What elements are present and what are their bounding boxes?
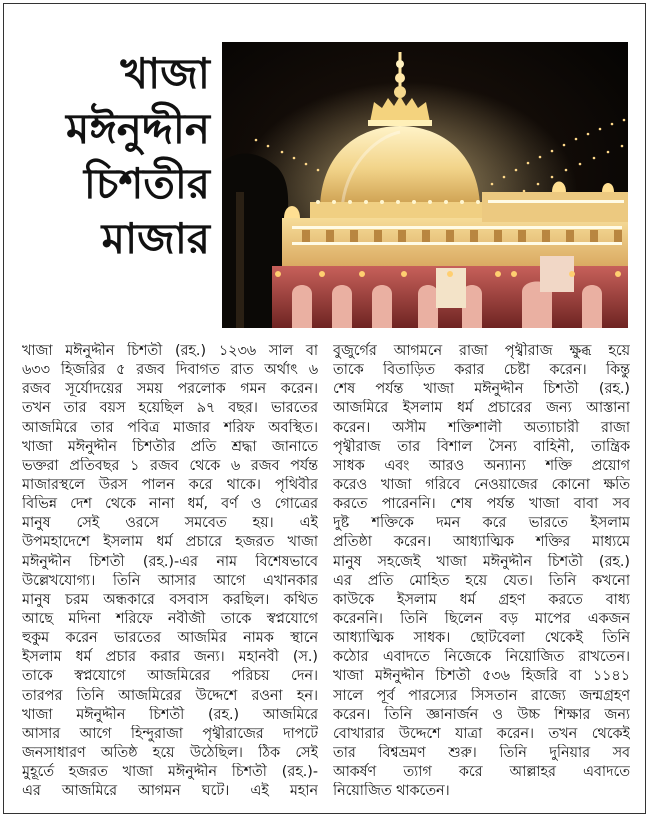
article-column-left	[22, 342, 318, 801]
text-line: নিয়োজিত থাকতেন।	[333, 783, 450, 800]
text-line: তাকে বিতাড়িত করার চেষ্টা করেন। কিন্তু	[333, 362, 630, 379]
text-line: করেন। তিনি জ্ঞানার্জন ও উচ্চ শিক্ষার জন্য	[333, 706, 630, 723]
text-line: আজমিরে ইসলাম ধর্ম প্রচারের জন্য আস্তানা	[333, 400, 630, 417]
title-line: মঈনুদ্দীন	[66, 104, 210, 153]
text-line: ভক্তরা প্রতিবছর ১ রজব থেকে ৬ রজব পর্যন্ত	[22, 457, 318, 474]
text-line: তখন তার বয়স হয়েছিল ৯৭ বছর। ভারতের	[22, 400, 318, 417]
text-line: এর প্রতি মোহিত হয়ে যেত। তিনি কখনো	[333, 572, 630, 589]
text-line: বোখারার উদ্দেশে যাত্রা করেন। তখন থেকেই	[333, 725, 630, 742]
text-line: করেন। অসীম শক্তিশালী অত্যাচারী রাজা	[333, 419, 630, 436]
text-line: ইসলাম ধর্ম প্রচার করার জন্য। মহানবী (স.)	[22, 649, 318, 666]
text-line: মাজারস্থলে উরস পালন করে থাকে। পৃথিবীর	[22, 476, 318, 493]
title-line: চিশতীর	[83, 159, 210, 208]
text-line: মানুষ চরম অন্ধকারে বসবাস করছিল। কথিত	[22, 591, 318, 608]
text-line: রজব সূর্যোদয়ের সময় পরলোক গমন করেন।	[22, 381, 318, 398]
text-line: ৬৩৩ হিজরির ৫ রজব দিবাগত রাত অর্থাৎ ৬	[22, 362, 318, 379]
text-line: করেননি। তিনি ছিলেন বড় মাপের একজন	[333, 610, 630, 627]
text-line: বুজুর্গের আগমনে রাজা পৃথ্বীরাজ ক্ষুব্ধ হয়ে	[333, 343, 630, 359]
text-line: তাকে স্বপ্নযোগে আজমিরের পরিচয় দেন।	[22, 668, 318, 685]
text-line: হুকুম করেন ভারতের আজমির নামক স্থানে	[22, 630, 318, 647]
text-line: আকর্ষণ ত্যাগ করে আল্লাহর এবাদতে	[333, 764, 630, 781]
text-line: সালে পূর্ব পারস্যের সিসতান রাজ্যে জন্মগ্রহণ	[333, 687, 630, 704]
text-line: উপমহাদেশে ইসলাম ধর্ম প্রচারে হজরত খাজা	[22, 534, 318, 551]
text-line: শেষ পর্যন্ত খাজা মঈনুদ্দীন চিশতী (রহ.)	[333, 381, 630, 398]
text-line: খাজা মঈনুদ্দীন চিশতী (রহ.) ১২৩৬ সাল বা	[22, 343, 318, 359]
text-line: এর আজমিরে আগমন ঘটে। এই মহান	[22, 783, 318, 800]
text-line: আধ্যাত্মিক সাধক। ছোটবেলা থেকেই তিনি	[333, 630, 630, 647]
text-line: মঈনুদ্দীন চিশতী (রহ.)-এর নাম বিশেষভাবে	[22, 553, 318, 570]
text-line: মানুষ সেই ওরসে সমবেত হয়। এই	[22, 515, 318, 532]
title-line: মাজার	[101, 214, 210, 263]
text-line: খাজা মঈনুদ্দীন চিশতী ৫৩৬ হিজরি বা ১১৪১	[333, 668, 630, 685]
text-line: কঠোর এবাদতে নিজেকে নিয়োজিত রাখতেন।	[333, 649, 630, 666]
text-line: খাজা মঈনুদ্দীন চিশতী (রহ.) আজমিরে	[22, 706, 318, 723]
text-line: প্রতিষ্ঠা করেন। আধ্যাত্মিক শক্তির মাধ্যমে	[333, 534, 630, 551]
title-line: খাজা	[120, 49, 210, 98]
text-line: তার বিশ্বভ্রমণ শুরু। তিনি দুনিয়ার সব	[333, 744, 630, 761]
text-line: করেও খাজা গরিবে নেওয়াজের কোনো ক্ষতি	[333, 476, 630, 493]
text-line: আছে মদিনা শরিফে নবীজী তাকে স্বপ্নযোগে	[22, 610, 318, 627]
text-line: কাউকে ইসলাম ধর্ম গ্রহণ করতে বাধ্য	[333, 591, 630, 608]
article-title	[40, 46, 210, 266]
text-line: মানুষ সহজেই খাজা মঈনুদ্দীন চিশতী (রহ.)	[333, 553, 630, 570]
text-line: সাধক এবং আরও অন্যান্য শক্তি প্রয়োগ	[333, 457, 630, 474]
text-line: বিভিন্ন দেশ থেকে নানা ধর্ম, বর্ণ ও গোত্রের	[22, 496, 318, 513]
article-column-right	[333, 342, 630, 801]
text-line: উল্লেখযোগ্য। তিনি আসার আগে এখানকার	[22, 572, 318, 589]
text-line: আজমিরে তার পবিত্র মাজার শরিফ অবস্থিত।	[22, 419, 318, 436]
text-line: করতে পারেননি। শেষ পর্যন্ত খাজা বাবা সব	[333, 496, 630, 513]
text-line: আসার আগে হিন্দুরাজা পৃথ্বীরাজের দাপটে	[22, 725, 318, 742]
text-line: দুষ্ট শক্তিকে দমন করে ভারতে ইসলাম	[333, 515, 630, 532]
text-line: তারপর তিনি আজমিরের উদ্দেশে রওনা হন।	[22, 687, 318, 704]
text-line: মুহূর্তে হজরত খাজা মঈনুদ্দীন চিশতী (রহ.)-	[22, 764, 318, 781]
text-line: খাজা মঈনুদ্দীন চিশতীর প্রতি শ্রদ্ধা জানাতে	[22, 438, 318, 455]
mazar-photo	[222, 42, 628, 328]
text-line: জনসাধারণ অতিষ্ঠ হয়ে উঠেছিল। ঠিক সেই	[22, 744, 318, 761]
text-line: পৃথ্বীরাজ তার বিশাল সৈন্য বাহিনী, তান্ত্রিক	[333, 438, 630, 455]
